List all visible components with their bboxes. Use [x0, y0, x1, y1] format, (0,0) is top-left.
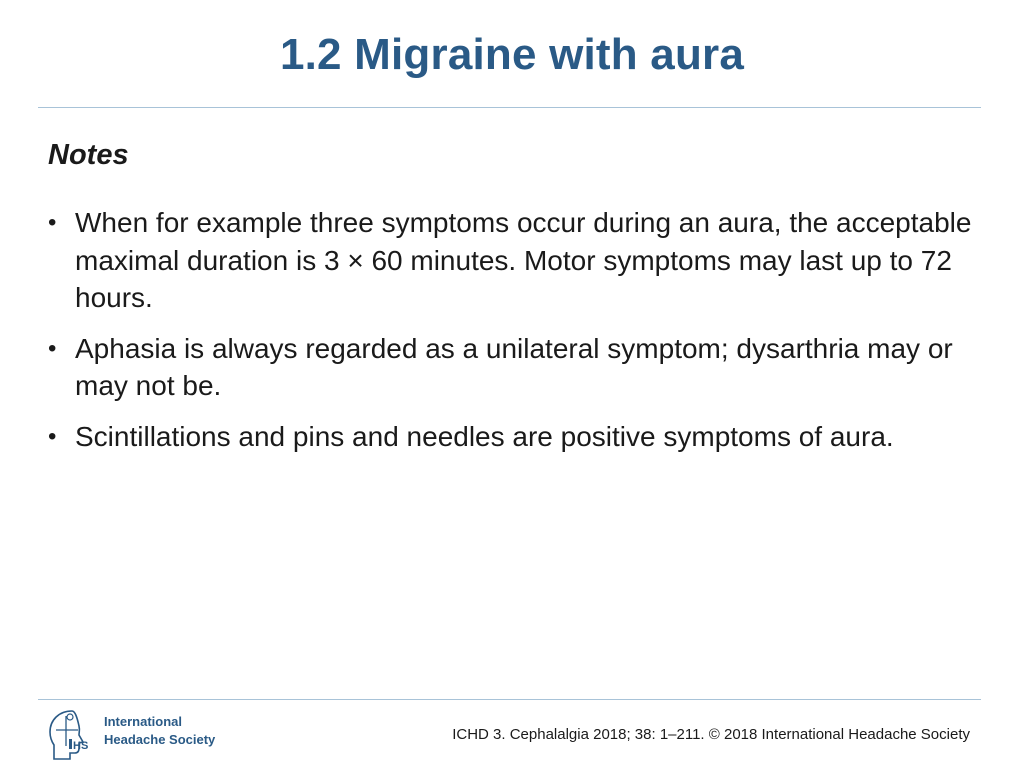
citation: ICHD 3. Cephalalgia 2018; 38: 1–211. © 2018 International Headache Society — [452, 726, 970, 743]
bullet-item — [48, 204, 988, 317]
logo-line-international: International — [104, 714, 183, 729]
bullet-item — [48, 418, 988, 456]
notes-heading: Notes — [48, 139, 129, 171]
ihs-logo — [42, 708, 232, 762]
bullet-text: Scintillations and pins and needles are positive symptoms of aura. — [75, 420, 894, 452]
slide-title: 1.2 Migraine with aura — [279, 30, 745, 79]
logo-line-headache-society: Headache Society — [104, 732, 216, 747]
bullet-item — [48, 330, 988, 405]
bullet-icon: • — [48, 209, 57, 236]
bullet-icon: • — [48, 334, 57, 362]
footer-divider — [38, 699, 981, 700]
head-profile-logo-icon — [42, 708, 104, 762]
bullet-text: Aphasia is always regarded as a unilateral symptom; dysarthria may or may not be. — [75, 332, 953, 401]
title-divider — [38, 107, 981, 108]
svg-text:HS: HS — [73, 740, 89, 752]
notes-bullet-list — [48, 204, 988, 468]
bullet-text: When for example three symptoms occur during an aura, the acceptable maximal duration is 3 × 60 minutes. Motor symptoms may last up to 72 hours. — [75, 207, 972, 313]
logo-text — [104, 713, 215, 749]
bullet-icon: • — [48, 422, 57, 450]
